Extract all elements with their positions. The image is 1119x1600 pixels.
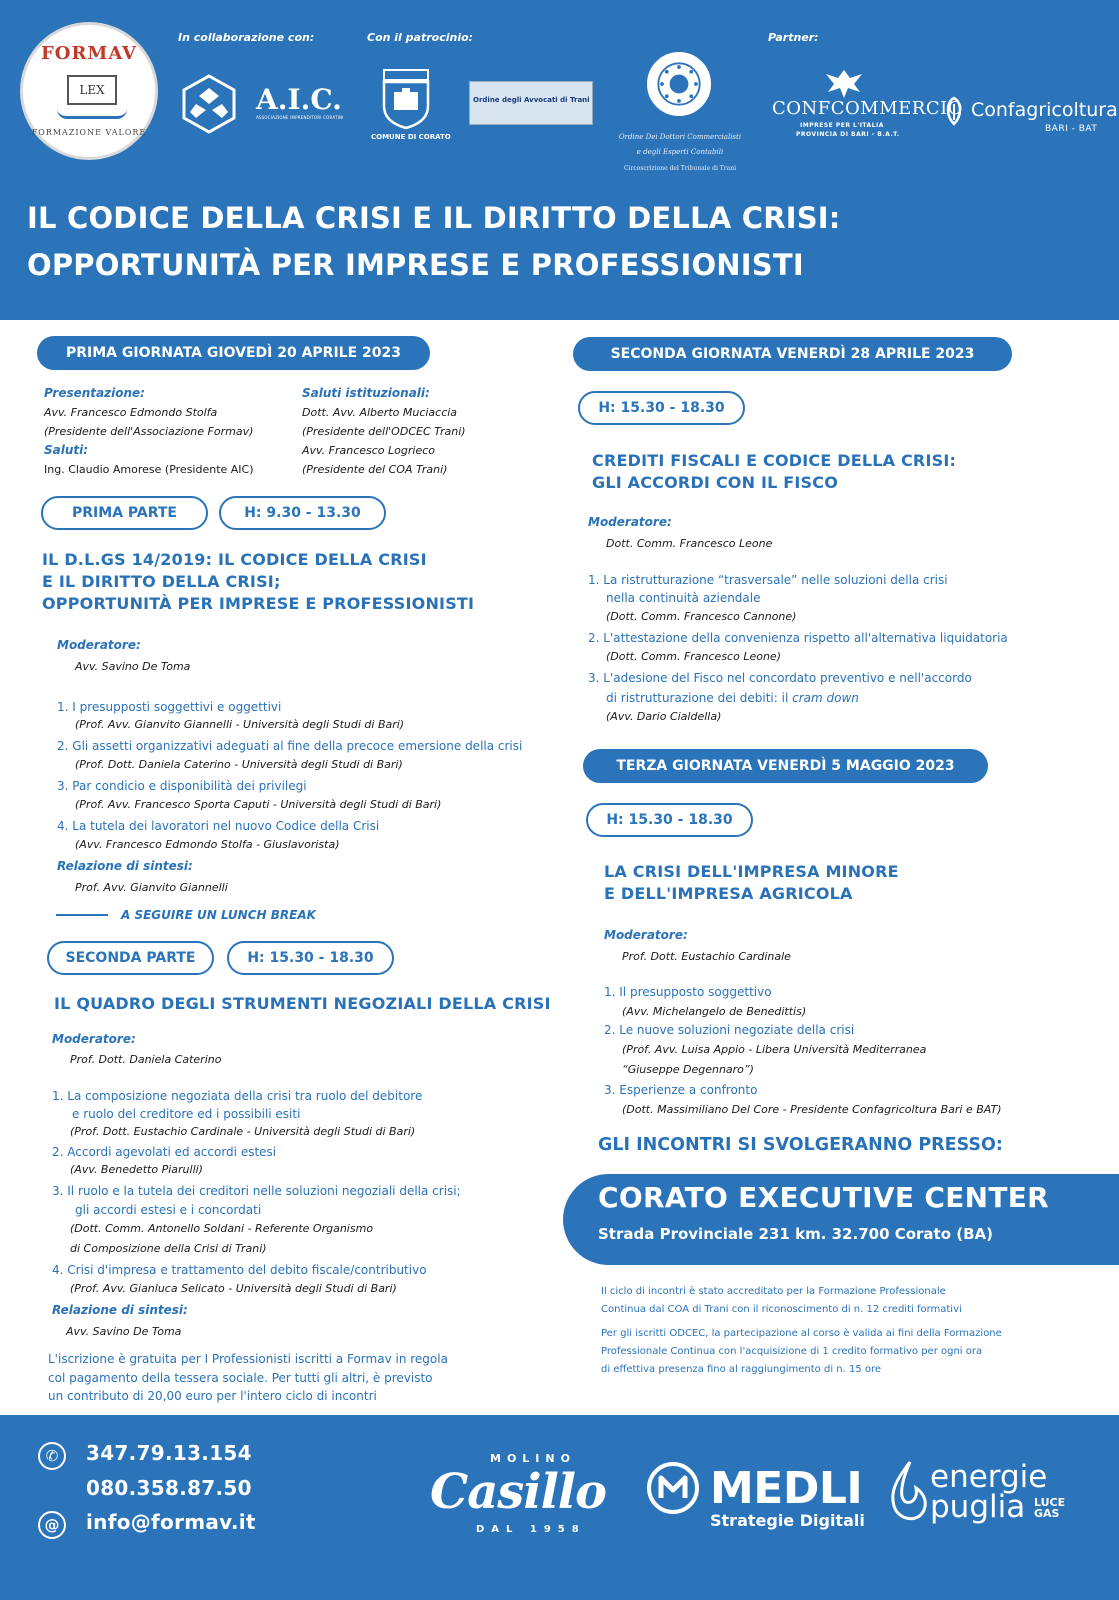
day2-mod-name: Dott. Comm. Francesco Leone	[606, 537, 773, 550]
formav-logo-name: FORMAV	[41, 43, 137, 64]
part1-title-line3: OPPORTUNITÀ PER IMPRESE E PROFESSIONISTI	[42, 594, 475, 613]
day3-item-2-ref1: (Prof. Avv. Luisa Appio - Libera Università Mediterranea	[622, 1043, 927, 1056]
part2-item-3-ref2: di Composizione della Crisi di Trani)	[70, 1242, 267, 1255]
registration-line2: col pagamento della tessera sociale. Per tutti gli altri, è previsto	[48, 1370, 433, 1385]
part1-title-line2: E IL DIRITTO DELLA CRISI;	[42, 572, 281, 591]
lunch-divider	[56, 914, 108, 916]
registration-line3: un contributo di 20,00 euro per l'intero ciclo di incontri	[48, 1389, 377, 1403]
odcec-line3: Circoscrizione del Tribunale di Trani	[623, 165, 737, 172]
part2-mod-label: Moderatore:	[52, 1032, 136, 1046]
day1-pill: PRIMA GIORNATA GIOVEDÌ 20 APRILE 2023	[37, 336, 430, 370]
luce-gas-label	[1034, 1497, 1065, 1519]
saluti-label: Saluti:	[44, 443, 89, 457]
lunch-break-note: A SEGUIRE UN LUNCH BREAK	[121, 908, 316, 922]
day2-title	[592, 450, 956, 494]
day3-item-1-ref: (Avv. Michelangelo de Benedittis)	[622, 1005, 807, 1018]
day2-item-1-cont: nella continuità aziendale	[606, 591, 761, 605]
day2-time-pill: H: 15.30 - 18.30	[578, 391, 745, 425]
book-icon	[57, 109, 127, 119]
confagricoltura-logo-text: Confagricoltura	[971, 99, 1118, 121]
day2-title-line1: CREDITI FISCALI E CODICE DELLA CRISI:	[592, 451, 957, 470]
odcec-line1: Ordine Dei Dottori Commercialisti	[618, 133, 742, 141]
day2-item-3: 3. L'adesione del Fisco nel concordato preventivo e nell'accordo	[588, 671, 972, 685]
istituzionali-label: Saluti istituzionali:	[302, 386, 430, 400]
header-banner	[0, 0, 1119, 320]
confcommercio-sub1: IMPRESE PER L'ITALIA	[800, 122, 884, 129]
aic-logo-sub: ASSOCIAZIONE IMPRENDITORI CORATINI	[256, 115, 344, 120]
part2-item-1-cont: e ruolo del creditore ed i possibili esiti	[72, 1107, 301, 1121]
energie-word: energie	[930, 1459, 1048, 1495]
ordine-avvocati-logo	[469, 81, 593, 125]
part2-item-4-ref: (Prof. Avv. Gianluca Selicato - Università degli Studi di Bari)	[70, 1282, 397, 1295]
istituzionali-3: Avv. Francesco Logrieco	[302, 444, 435, 457]
day1-intro-right	[302, 384, 466, 479]
istituzionali-1: Dott. Avv. Alberto Muciaccia	[302, 406, 458, 419]
patrocinio-caption: Con il patrocinio:	[367, 31, 474, 44]
part1-item-1: 1. I presupposti soggettivi e oggettivi	[57, 700, 282, 714]
collab-caption: In collaborazione con:	[178, 31, 315, 44]
part1-item-2-ref: (Prof. Dott. Daniela Caterino - Università degli Studi di Bari)	[75, 758, 403, 771]
day2-item-1-ref: (Dott. Comm. Francesco Cannone)	[606, 610, 797, 623]
part1-title-line1: IL D.L.GS 14/2019: IL CODICE DELLA CRISI	[42, 550, 427, 569]
part2-sintesi-name: Avv. Savino De Toma	[66, 1325, 182, 1338]
day3-item-1: 1. Il presupposto soggettivo	[604, 985, 772, 999]
day3-title-line2: E DELL'IMPRESA AGRICOLA	[604, 884, 853, 903]
day2-mod-label: Moderatore:	[588, 515, 672, 529]
part1-item-4-ref: (Avv. Francesco Edmondo Stolfa - Giuslavorista)	[75, 838, 340, 851]
part2-pill: SECONDA PARTE	[47, 941, 214, 975]
part1-sintesi-name: Prof. Avv. Gianvito Giannelli	[75, 881, 228, 894]
day3-item-3-ref: (Dott. Massimiliano Del Core - Presidente Confagricoltura Bari e BAT)	[622, 1103, 1002, 1116]
confcommercio-logo-text: CONFCOMMERCIO	[772, 98, 963, 119]
gas-word: GAS	[1034, 1507, 1060, 1520]
part2-mod-name: Prof. Dott. Daniela Caterino	[70, 1053, 222, 1066]
part2-item-4: 4. Crisi d'impresa e trattamento del debito fiscale/contributivo	[52, 1263, 427, 1277]
day3-mod-label: Moderatore:	[604, 928, 688, 942]
odcec-line2: e degli Esperti Contabili	[636, 148, 724, 156]
day2-item-3-text: di ristrutturazione dei debiti: il	[606, 691, 793, 705]
day2-pill: SECONDA GIORNATA VENERDÌ 28 APRILE 2023	[573, 337, 1012, 371]
formav-logo-lex: LEX	[67, 75, 117, 105]
credits-coa-note	[601, 1283, 962, 1319]
formav-logo-motto: FORMAZIONE VALORE	[31, 128, 147, 137]
medli-m-icon	[647, 1462, 699, 1514]
corato-label: COMUNE DI CORATO	[371, 133, 451, 141]
part1-item-1-ref: (Prof. Avv. Gianvito Giannelli - Università degli Studi di Bari)	[75, 718, 405, 731]
part2-title: IL QUADRO DEGLI STRUMENTI NEGOZIALI DELLA CRISI	[54, 994, 551, 1013]
confagricoltura-sub: BARI - BAT	[1045, 124, 1098, 134]
presentazione-label: Presentazione:	[44, 386, 145, 400]
corato-crest-icon	[374, 66, 438, 130]
day3-pill: TERZA GIORNATA VENERDÌ 5 MAGGIO 2023	[583, 749, 988, 783]
eagle-icon	[824, 66, 864, 100]
aic-logo-text: A.I.C.	[256, 83, 342, 116]
formav-logo	[20, 22, 158, 160]
day1-intro-left	[44, 384, 254, 479]
part1-item-4: 4. La tutela dei lavoratori nel nuovo Codice della Crisi	[57, 819, 380, 833]
part2-item-3-cont: gli accordi estesi e i concordati	[75, 1203, 262, 1217]
day3-item-2: 2. Le nuove soluzioni negoziate della crisi	[604, 1023, 855, 1037]
part1-title	[42, 549, 474, 615]
day3-title	[604, 861, 899, 905]
presentazione-role: (Presidente dell'Associazione Formav)	[44, 425, 254, 438]
medli-sub: Strategie Digitali	[710, 1511, 865, 1530]
contact-phone-2[interactable]: 080.358.87.50	[86, 1476, 252, 1500]
part1-mod-name: Avv. Savino De Toma	[75, 660, 191, 673]
part1-item-3-ref: (Prof. Avv. Francesco Sporta Caputi - Università degli Studi di Bari)	[75, 798, 442, 811]
page-title	[27, 201, 841, 298]
istituzionali-2: (Presidente dell'ODCEC Trani)	[302, 425, 466, 438]
ordine-avvocati-text: Ordine degli Avvocati di Trani	[473, 96, 590, 104]
casillo-logo: Casillo	[430, 1464, 607, 1520]
day2-item-2: 2. L'attestazione della convenienza rispetto all'alternativa liquidatoria	[588, 631, 1008, 645]
credits-odcec-note	[601, 1325, 1002, 1379]
day2-item-2-ref: (Dott. Comm. Francesco Leone)	[606, 650, 781, 663]
credits-odcec-line1: Per gli iscritti ODCEC, la partecipazione al corso è valida ai fini della Formazione	[601, 1328, 1002, 1339]
venue-address: Strada Provinciale 231 km. 32.700 Corato (BA)	[598, 1225, 994, 1243]
phone-icon: ✆	[38, 1442, 66, 1470]
part2-time-pill: H: 15.30 - 18.30	[227, 941, 394, 975]
part1-mod-label: Moderatore:	[57, 638, 141, 652]
venue-name: CORATO EXECUTIVE CENTER	[598, 1181, 1050, 1214]
puglia-word: puglia	[930, 1489, 1026, 1525]
credits-odcec-line3: di effettiva presenza fino al raggiungimento di n. 15 ore	[601, 1364, 882, 1375]
casillo-logo-bottom: DAL 1958	[476, 1524, 586, 1535]
day3-mod-name: Prof. Dott. Eustachio Cardinale	[622, 950, 791, 963]
day3-time-pill: H: 15.30 - 18.30	[586, 803, 753, 837]
aic-logo-icon	[182, 74, 236, 134]
day2-item-3-cram-down: cram down	[792, 691, 859, 705]
istituzionali-4: (Presidente del COA Trani)	[302, 463, 448, 476]
part1-item-2: 2. Gli assetti organizzativi adeguati al fine della precoce emersione della crisi	[57, 739, 523, 753]
part2-item-2: 2. Accordi agevolati ed accordi estesi	[52, 1145, 277, 1159]
day2-item-1: 1. La ristrutturazione “trasversale” nelle soluzioni della crisi	[588, 573, 948, 587]
contact-email[interactable]: info@formav.it	[86, 1510, 256, 1534]
page-title-line1: IL CODICE DELLA CRISI E IL DIRITTO DELLA CRISI:	[27, 201, 841, 235]
page-title-line2: OPPORTUNITÀ PER IMPRESE E PROFESSIONISTI	[27, 248, 804, 282]
registration-note	[48, 1350, 448, 1406]
part2-item-1-ref: (Prof. Dott. Eustachio Cardinale - Università degli Studi di Bari)	[70, 1125, 416, 1138]
casillo-logo-top: MOLINO	[490, 1452, 576, 1465]
medli-logo: MEDLI	[710, 1463, 863, 1514]
part2-sintesi-label: Relazione di sintesi:	[52, 1303, 188, 1317]
venue-box	[563, 1174, 1119, 1265]
day3-item-3: 3. Esperienze a confronto	[604, 1083, 758, 1097]
part2-item-3: 3. Il ruolo e la tutela dei creditori nelle soluzioni negoziali della crisi;	[52, 1184, 461, 1198]
email-icon: @	[38, 1511, 66, 1539]
day3-title-line1: LA CRISI DELL'IMPRESA MINORE	[604, 862, 899, 881]
luce-word: LUCE	[1034, 1496, 1066, 1509]
day3-item-2-ref2: “Giuseppe Degennaro”)	[622, 1063, 754, 1076]
part2-item-1: 1. La composizione negoziata della crisi tra ruolo del debitore	[52, 1089, 423, 1103]
credits-coa-line1: Il ciclo di incontri è stato accreditato per la Formazione Professionale	[601, 1286, 946, 1297]
registration-line1: L'iscrizione è gratuita per I Professionisti iscritti a Formav in regola	[48, 1352, 448, 1366]
part1-item-3: 3. Par condicio e disponibilità dei privilegi	[57, 779, 307, 793]
odcec-seal-icon	[645, 50, 713, 118]
partner-caption: Partner:	[768, 31, 819, 44]
saluti-name: Ing. Claudio Amorese (Presidente AIC)	[44, 463, 254, 476]
part1-time-pill: H: 9.30 - 13.30	[219, 496, 386, 530]
energie-puglia-logo	[930, 1459, 1048, 1525]
wheat-icon	[942, 96, 966, 126]
flame-icon	[888, 1460, 928, 1526]
part2-item-3-ref1: (Dott. Comm. Antonello Soldani - Referente Organismo	[70, 1222, 374, 1235]
day2-title-line2: GLI ACCORDI CON IL FISCO	[592, 473, 839, 492]
confcommercio-sub2: PROVINCIA DI BARI - B.A.T.	[796, 131, 900, 138]
presentazione-name: Avv. Francesco Edmondo Stolfa	[44, 406, 218, 419]
day2-item-3-ref: (Avv. Dario Cialdella)	[606, 710, 722, 723]
contact-phone-1[interactable]: 347.79.13.154	[86, 1441, 252, 1465]
part1-sintesi-label: Relazione di sintesi:	[57, 859, 193, 873]
venue-intro: GLI INCONTRI SI SVOLGERANNO PRESSO:	[598, 1135, 1003, 1155]
part1-pill: PRIMA PARTE	[41, 496, 208, 530]
part2-item-2-ref: (Avv. Benedetto Piarulli)	[70, 1163, 203, 1176]
credits-coa-line2: Continua dal COA di Trani con il riconoscimento di n. 12 crediti formativi	[601, 1304, 962, 1315]
day2-item-3-cont	[606, 689, 859, 707]
credits-odcec-line2: Professionale Continua con l'acquisizione di 1 credito formativo per ogni ora	[601, 1346, 983, 1357]
